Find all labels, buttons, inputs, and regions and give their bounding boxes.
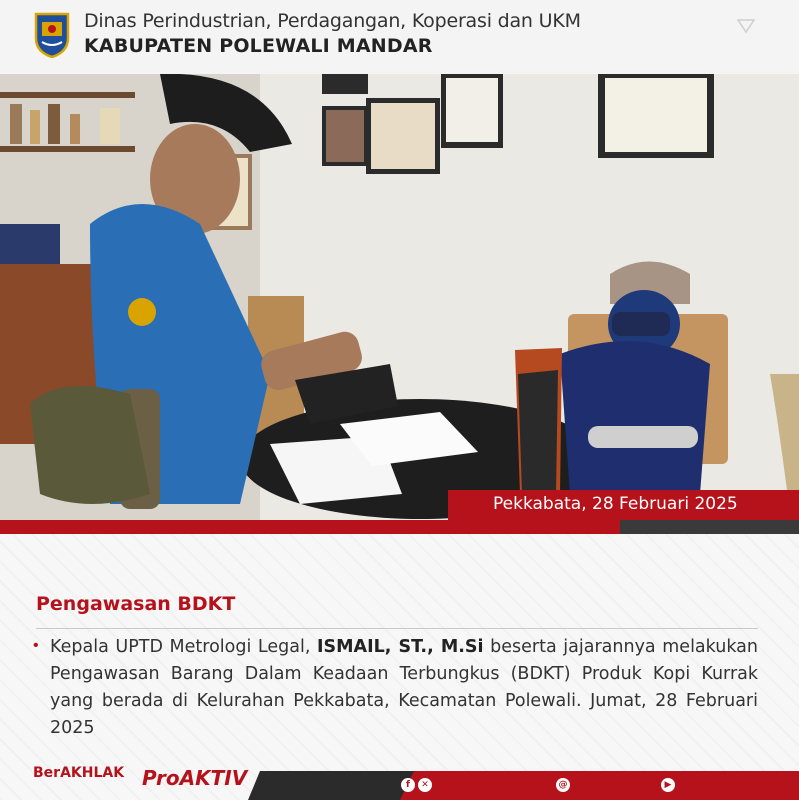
photo-illustration (0, 74, 799, 522)
berakhlak-text: BerAKHLAK (33, 765, 125, 781)
official-name: ISMAIL, ST., M.Si (317, 637, 484, 657)
article-text-before: Kepala UPTD Metrologi Legal, (50, 637, 318, 657)
accent-stripe (0, 520, 620, 534)
triangle-down-icon (736, 18, 756, 34)
dark-stripe (620, 520, 799, 534)
header (0, 0, 799, 74)
title-divider (36, 628, 758, 629)
article-text-after: beserta jajarannya melakukan Pengawasan Barang Dalam Keadaan Terbungkus (BDKT) Produk Kopi Kurrak yang berada di Kelurahan Pekkabata, Kecamatan Polewali. Jumat, 28 Februari 2025 (50, 637, 758, 738)
article-body (50, 634, 758, 742)
article-title: Pengawasan BDKT (36, 593, 236, 615)
proaktiv-logo (142, 766, 247, 790)
threads-icon[interactable]: @ (556, 778, 570, 792)
youtube-icon[interactable]: ▶ (661, 778, 675, 792)
bullet-icon: • (33, 637, 39, 654)
x-icon[interactable]: ✕ (418, 778, 432, 792)
event-photo (0, 74, 799, 522)
proaktiv-text: ProAKTIV (142, 766, 248, 790)
regency-emblem-icon (32, 12, 72, 58)
regency-name: KABUPATEN POLEWALI MANDAR (84, 35, 433, 57)
footer-red-band (400, 771, 799, 800)
facebook-icon[interactable]: f (401, 778, 415, 792)
photo-caption: Pekkabata, 28 Februari 2025 (448, 490, 799, 520)
agency-name: Dinas Perindustrian, Perdagangan, Koperasi dan UKM (84, 10, 581, 32)
berakhlak-logo (33, 765, 133, 782)
